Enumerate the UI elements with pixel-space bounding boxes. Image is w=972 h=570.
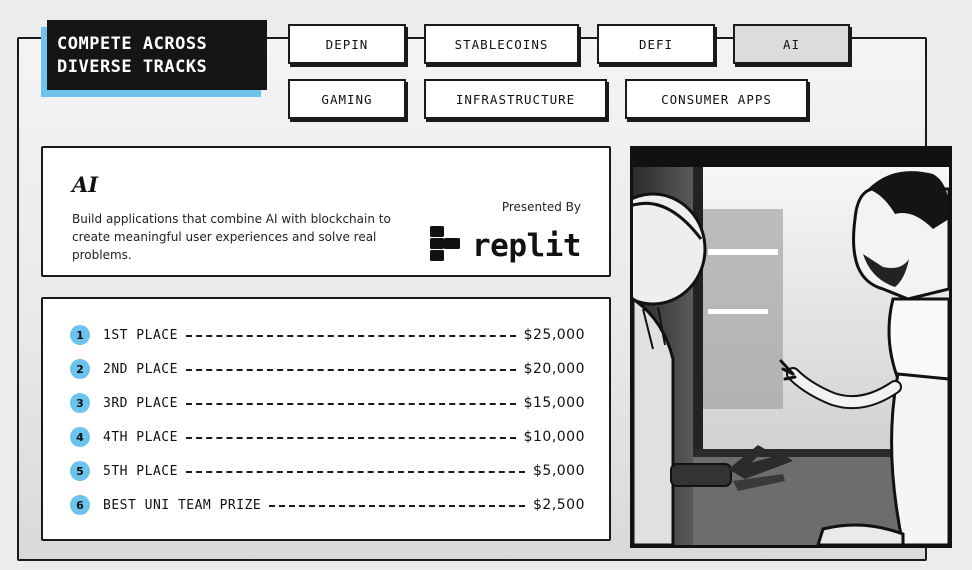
tab-infrastructure[interactable]: INFRASTRUCTURE (424, 79, 607, 119)
prize-row (70, 392, 585, 414)
prize-label: 1ST PLACE (103, 327, 178, 343)
rank-badge: 5 (70, 461, 90, 481)
prize-row (70, 494, 585, 516)
tab-gaming[interactable]: GAMING (288, 79, 406, 119)
illustration-graphic (633, 149, 949, 545)
dotted-leader (186, 369, 516, 371)
prize-row (70, 324, 585, 346)
sponsor-logo[interactable] (430, 226, 581, 266)
rank-badge: 3 (70, 393, 90, 413)
section-title-line2: DIVERSE TRACKS (57, 57, 208, 77)
prize-amount: $20,000 (523, 361, 585, 377)
dotted-leader (269, 505, 525, 507)
dotted-leader (186, 471, 525, 473)
replit-logo-icon (430, 226, 462, 266)
dotted-leader (186, 335, 516, 337)
rank-badge: 6 (70, 495, 90, 515)
tab-consumer-apps[interactable]: CONSUMER APPS (625, 79, 808, 119)
sponsor-name: replit (472, 228, 581, 264)
robot-and-human-illustration (630, 146, 952, 548)
dotted-leader (186, 403, 516, 405)
prize-label: 2ND PLACE (103, 361, 178, 377)
prize-label: 4TH PLACE (103, 429, 178, 445)
prize-amount: $2,500 (533, 497, 585, 513)
prize-amount: $25,000 (523, 327, 585, 343)
dotted-leader (186, 437, 516, 439)
tab-depin[interactable]: DEPIN (288, 24, 406, 64)
prize-amount: $15,000 (523, 395, 585, 411)
prize-list-card (41, 297, 611, 541)
prize-label: BEST UNI TEAM PRIZE (103, 497, 262, 513)
prize-row (70, 460, 585, 482)
rank-badge: 4 (70, 427, 90, 447)
track-title: AI (72, 172, 99, 197)
section-title-line1: COMPETE ACROSS (57, 34, 208, 54)
track-description: Build applications that combine AI with blockchain to create meaningful user experiences and solve real problems. (72, 212, 391, 262)
section-title (47, 20, 267, 90)
prize-amount: $5,000 (533, 463, 585, 479)
prize-row (70, 358, 585, 380)
tab-defi[interactable]: DEFI (597, 24, 715, 64)
prize-label: 3RD PLACE (103, 395, 178, 411)
prize-label: 5TH PLACE (103, 463, 178, 479)
prize-amount: $10,000 (523, 429, 585, 445)
tab-ai[interactable]: AI (733, 24, 850, 64)
prize-row (70, 426, 585, 448)
tab-stablecoins[interactable]: STABLECOINS (424, 24, 579, 64)
rank-badge: 2 (70, 359, 90, 379)
rank-badge: 1 (70, 325, 90, 345)
section-title-badge (47, 20, 267, 92)
track-info-card (41, 146, 611, 277)
presented-by-label: Presented By (501, 200, 581, 214)
